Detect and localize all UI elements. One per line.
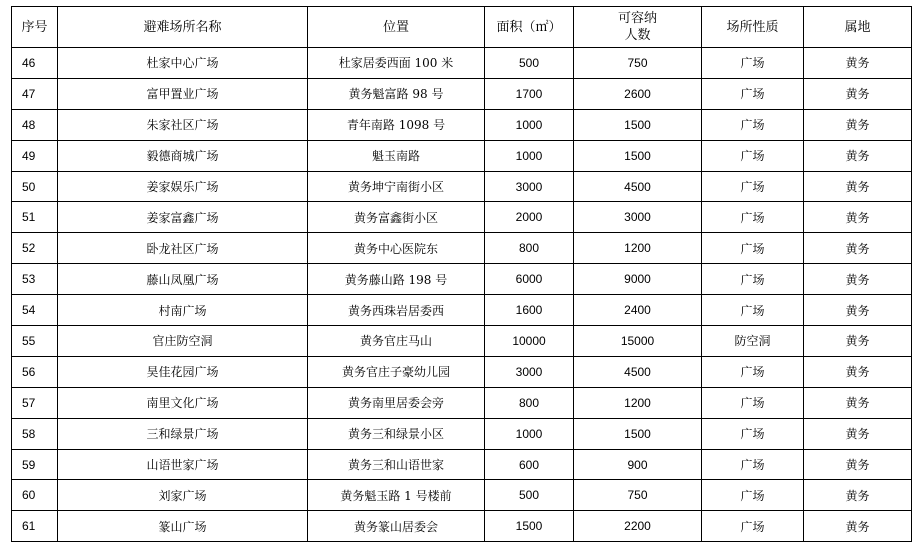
cell-area: 800 (485, 387, 574, 418)
cell-seq: 58 (12, 418, 58, 449)
cell-type: 广场 (702, 418, 804, 449)
cell-type: 广场 (702, 233, 804, 264)
cell-district: 黄务 (804, 109, 912, 140)
table-row (12, 140, 912, 171)
cell-district: 黄务 (804, 326, 912, 357)
cell-district: 黄务 (804, 418, 912, 449)
cell-seq: 48 (12, 109, 58, 140)
cell-type: 广场 (702, 511, 804, 542)
table-row (12, 326, 912, 357)
cell-location: 黄务藤山路 198 号 (308, 264, 485, 295)
header-district: 属地 (804, 7, 912, 48)
cell-name: 村南广场 (58, 295, 308, 326)
cell-name: 杜家中心广场 (58, 48, 308, 79)
header-type: 场所性质 (702, 7, 804, 48)
cell-seq: 60 (12, 480, 58, 511)
cell-location: 黄务三和山语世家 (308, 449, 485, 480)
table-row (12, 356, 912, 387)
cell-seq: 54 (12, 295, 58, 326)
table-row (12, 449, 912, 480)
cell-type: 广场 (702, 140, 804, 171)
cell-capacity: 15000 (574, 326, 702, 357)
cell-name: 南里文化广场 (58, 387, 308, 418)
cell-area: 1600 (485, 295, 574, 326)
cell-seq: 57 (12, 387, 58, 418)
cell-seq: 49 (12, 140, 58, 171)
cell-seq: 46 (12, 48, 58, 79)
cell-location: 黄务魁玉路 1 号楼前 (308, 480, 485, 511)
shelter-table-container (11, 6, 911, 542)
cell-seq: 50 (12, 171, 58, 202)
cell-name: 山语世家广场 (58, 449, 308, 480)
cell-district: 黄务 (804, 202, 912, 233)
cell-name: 姜家富鑫广场 (58, 202, 308, 233)
cell-area: 3000 (485, 171, 574, 202)
cell-location: 黄务富鑫街小区 (308, 202, 485, 233)
cell-type: 广场 (702, 449, 804, 480)
cell-capacity: 2400 (574, 295, 702, 326)
table-row (12, 295, 912, 326)
cell-type: 广场 (702, 387, 804, 418)
cell-district: 黄务 (804, 171, 912, 202)
table-row (12, 387, 912, 418)
cell-type: 广场 (702, 480, 804, 511)
cell-capacity: 1200 (574, 387, 702, 418)
cell-capacity: 750 (574, 480, 702, 511)
cell-type: 防空洞 (702, 326, 804, 357)
cell-capacity: 1500 (574, 109, 702, 140)
cell-area: 6000 (485, 264, 574, 295)
cell-location: 青年南路 1098 号 (308, 109, 485, 140)
cell-capacity: 4500 (574, 171, 702, 202)
cell-area: 10000 (485, 326, 574, 357)
cell-name: 三和绿景广场 (58, 418, 308, 449)
cell-name: 姜家娱乐广场 (58, 171, 308, 202)
cell-area: 600 (485, 449, 574, 480)
cell-location: 黄务魁富路 98 号 (308, 78, 485, 109)
table-row (12, 78, 912, 109)
cell-name: 卧龙社区广场 (58, 233, 308, 264)
cell-district: 黄务 (804, 78, 912, 109)
cell-location: 黄务篆山居委会 (308, 511, 485, 542)
cell-capacity: 3000 (574, 202, 702, 233)
cell-seq: 51 (12, 202, 58, 233)
cell-capacity: 2200 (574, 511, 702, 542)
cell-name: 篆山广场 (58, 511, 308, 542)
cell-area: 1700 (485, 78, 574, 109)
header-row (12, 7, 912, 48)
cell-district: 黄务 (804, 511, 912, 542)
header-name: 避难场所名称 (58, 7, 308, 48)
cell-seq: 53 (12, 264, 58, 295)
cell-district: 黄务 (804, 387, 912, 418)
cell-capacity: 9000 (574, 264, 702, 295)
cell-seq: 52 (12, 233, 58, 264)
cell-name: 藤山凤凰广场 (58, 264, 308, 295)
cell-type: 广场 (702, 109, 804, 140)
cell-area: 800 (485, 233, 574, 264)
cell-capacity: 750 (574, 48, 702, 79)
header-location: 位置 (308, 7, 485, 48)
cell-name: 富甲置业广场 (58, 78, 308, 109)
cell-district: 黄务 (804, 356, 912, 387)
cell-area: 500 (485, 48, 574, 79)
cell-area: 1000 (485, 418, 574, 449)
cell-name: 昊佳花园广场 (58, 356, 308, 387)
cell-name: 刘家广场 (58, 480, 308, 511)
cell-name: 朱家社区广场 (58, 109, 308, 140)
cell-type: 广场 (702, 202, 804, 233)
cell-location: 黄务西珠岩居委西 (308, 295, 485, 326)
cell-seq: 61 (12, 511, 58, 542)
table-body (12, 48, 912, 542)
table-row (12, 109, 912, 140)
cell-type: 广场 (702, 48, 804, 79)
header-area: 面积（㎡） (485, 7, 574, 48)
cell-seq: 47 (12, 78, 58, 109)
cell-district: 黄务 (804, 264, 912, 295)
cell-seq: 59 (12, 449, 58, 480)
cell-district: 黄务 (804, 449, 912, 480)
header-seq: 序号 (12, 7, 58, 48)
cell-type: 广场 (702, 78, 804, 109)
header-capacity (574, 7, 702, 48)
table-row (12, 48, 912, 79)
cell-location: 黄务中心医院东 (308, 233, 485, 264)
cell-district: 黄务 (804, 233, 912, 264)
cell-location: 黄务南里居委会旁 (308, 387, 485, 418)
cell-location: 魁玉南路 (308, 140, 485, 171)
cell-type: 广场 (702, 295, 804, 326)
table-row (12, 418, 912, 449)
cell-capacity: 1500 (574, 418, 702, 449)
table-row (12, 511, 912, 542)
cell-area: 2000 (485, 202, 574, 233)
header-capacity-line2: 人数 (624, 28, 651, 43)
cell-area: 500 (485, 480, 574, 511)
cell-location: 黄务三和绿景小区 (308, 418, 485, 449)
cell-area: 1000 (485, 109, 574, 140)
cell-type: 广场 (702, 264, 804, 295)
cell-area: 3000 (485, 356, 574, 387)
cell-name: 官庄防空洞 (58, 326, 308, 357)
cell-location: 杜家居委西面 100 米 (308, 48, 485, 79)
cell-area: 1000 (485, 140, 574, 171)
cell-type: 广场 (702, 356, 804, 387)
cell-location: 黄务官庄马山 (308, 326, 485, 357)
cell-capacity: 2600 (574, 78, 702, 109)
cell-seq: 55 (12, 326, 58, 357)
cell-capacity: 1200 (574, 233, 702, 264)
shelter-table (11, 6, 912, 542)
table-row (12, 171, 912, 202)
cell-name: 毅德商城广场 (58, 140, 308, 171)
cell-district: 黄务 (804, 480, 912, 511)
cell-capacity: 4500 (574, 356, 702, 387)
cell-area: 1500 (485, 511, 574, 542)
table-row (12, 480, 912, 511)
cell-district: 黄务 (804, 48, 912, 79)
cell-district: 黄务 (804, 140, 912, 171)
table-row (12, 202, 912, 233)
cell-district: 黄务 (804, 295, 912, 326)
cell-location: 黄务坤宁南街小区 (308, 171, 485, 202)
table-row (12, 233, 912, 264)
cell-capacity: 900 (574, 449, 702, 480)
cell-type: 广场 (702, 171, 804, 202)
cell-seq: 56 (12, 356, 58, 387)
table-row (12, 264, 912, 295)
header-capacity-line1: 可容纳 (617, 11, 657, 26)
cell-location: 黄务官庄子豪幼儿园 (308, 356, 485, 387)
cell-capacity: 1500 (574, 140, 702, 171)
